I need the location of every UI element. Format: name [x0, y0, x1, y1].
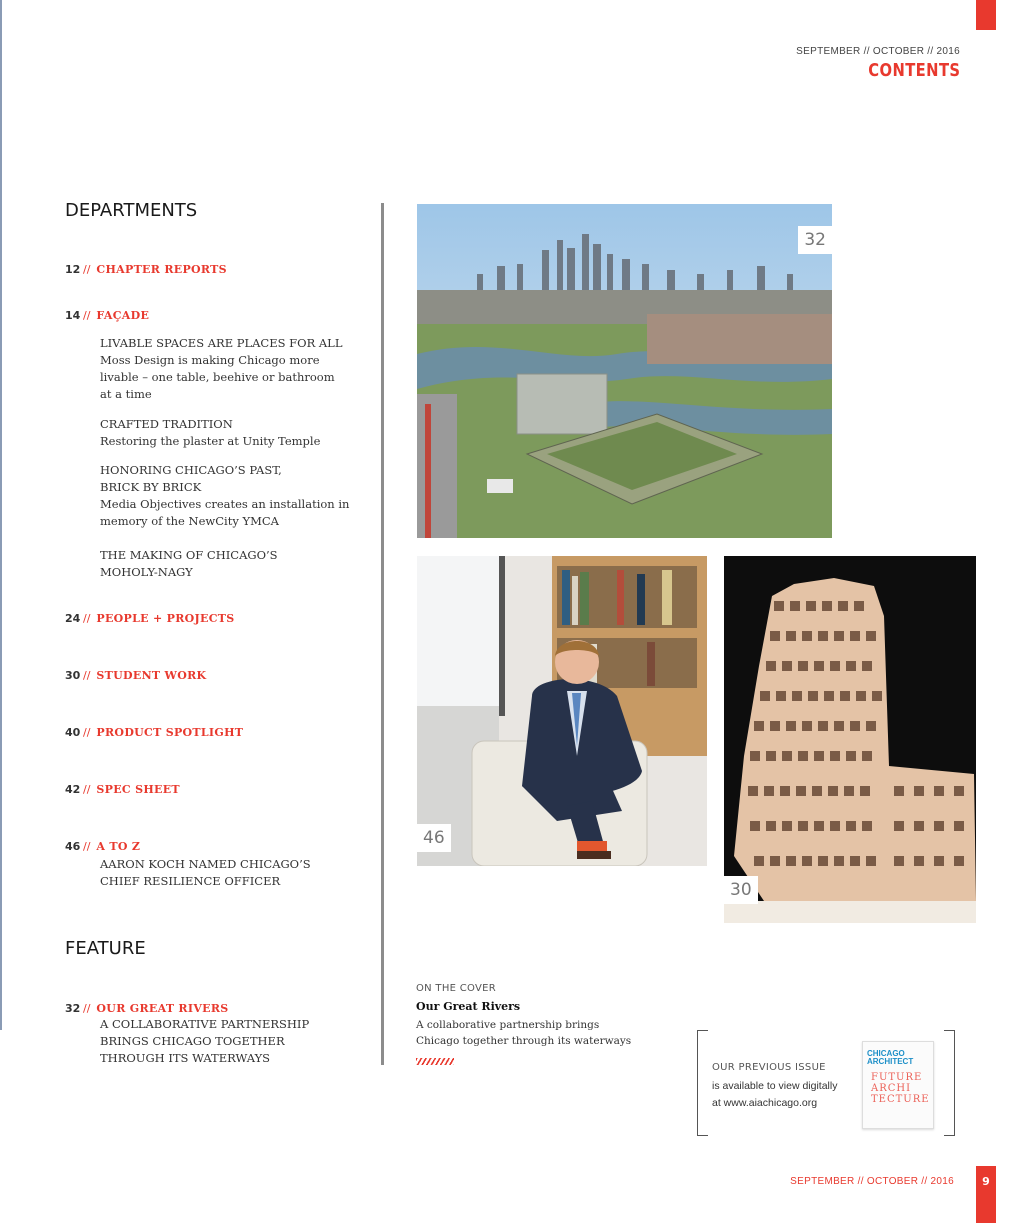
page-badge: 32: [798, 226, 832, 254]
portrait-illustration: [417, 556, 707, 866]
item-line: A COLLABORATIVE PARTNERSHIP: [100, 1017, 310, 1031]
page-badge: 46: [417, 824, 451, 852]
left-bracket: [697, 1030, 708, 1136]
previous-issue-label: OUR PREVIOUS ISSUE: [712, 1062, 826, 1073]
entry-title: OUR GREAT RIVERS: [96, 1002, 229, 1015]
item-line: CHIEF RESILIENCE OFFICER: [100, 874, 281, 888]
page-number: 46: [65, 840, 81, 853]
mini-title-line: CHICAGO: [867, 1049, 905, 1058]
page-number: 24: [65, 612, 81, 625]
item-line: BRINGS CHICAGO TOGETHER: [100, 1034, 285, 1048]
item-line: AARON KOCH NAMED CHICAGO’S: [100, 857, 311, 871]
toc-entry-our-great-rivers[interactable]: [65, 1002, 229, 1015]
page-number: 42: [65, 783, 81, 796]
separator: //: [83, 840, 91, 853]
page-badge: 30: [724, 876, 758, 904]
previous-issue-text[interactable]: [712, 1078, 837, 1112]
separator: //: [83, 309, 91, 322]
page-number: 30: [65, 669, 81, 682]
facade-item-livable-spaces[interactable]: [100, 335, 350, 403]
item-line: Moss Design is making Chicago more: [100, 353, 320, 367]
item-line: CRAFTED TRADITION: [100, 417, 233, 431]
mini-cover-title: [867, 1050, 913, 1066]
item-line: THE MAKING OF CHICAGO’S: [100, 548, 278, 562]
item-line: Media Objectives creates an installation in: [100, 497, 350, 511]
separator: //: [83, 726, 91, 739]
left-edge-line: [0, 0, 2, 1030]
item-line: BRICK BY BRICK: [100, 480, 202, 494]
mini-title-line: ARCHITECT: [867, 1057, 914, 1066]
atoz-subtitle[interactable]: [100, 856, 350, 890]
page-number: 9: [982, 1175, 990, 1188]
river-aerial-image[interactable]: [417, 204, 832, 538]
item-line: Restoring the plaster at Unity Temple: [100, 434, 321, 448]
mini-word: ARCHI: [871, 1083, 912, 1094]
separator: //: [83, 783, 91, 796]
item-line: livable – one table, beehive or bathroom: [100, 370, 335, 384]
portrait-image[interactable]: [417, 556, 707, 866]
entry-title: PEOPLE + PROJECTS: [96, 612, 235, 625]
mini-word: FUTURE: [871, 1072, 923, 1083]
mini-cover-words: [871, 1072, 930, 1105]
entry-title: A TO Z: [96, 840, 141, 853]
feature-subtitle: [100, 1016, 350, 1067]
cover-label: ON THE COVER: [416, 983, 497, 994]
separator: //: [83, 669, 91, 682]
previous-issue-cover-thumbnail[interactable]: [862, 1041, 934, 1129]
toc-entry-facade[interactable]: [65, 309, 149, 322]
item-line: at a time: [100, 387, 152, 401]
desc-line: Chicago together through its waterways: [416, 1035, 632, 1047]
feature-heading: FEATURE: [65, 938, 146, 959]
model-tower-illustration: [724, 556, 976, 923]
entry-title: CHAPTER REPORTS: [96, 263, 227, 276]
entry-title: SPEC SHEET: [96, 783, 180, 796]
text-line: at www.aiachicago.org: [712, 1097, 818, 1109]
text-line: is available to view digitally: [712, 1080, 838, 1092]
separator: //: [83, 612, 91, 625]
page-number: 14: [65, 309, 81, 322]
separator: //: [83, 1002, 91, 1015]
item-line: HONORING CHICAGO’S PAST,: [100, 463, 282, 477]
page-number: 32: [65, 1002, 81, 1015]
right-bracket: [944, 1030, 955, 1136]
page-title: CONTENTS: [867, 60, 960, 81]
facade-item-crafted-tradition[interactable]: [100, 416, 350, 450]
item-line: MOHOLY-NAGY: [100, 565, 193, 579]
separator: //: [83, 263, 91, 276]
entry-title: FAÇADE: [96, 309, 150, 322]
header-date: SEPTEMBER // OCTOBER // 2016: [796, 46, 960, 57]
top-red-tab: [976, 0, 996, 30]
item-line: THROUGH ITS WATERWAYS: [100, 1051, 271, 1065]
footer-date: SEPTEMBER // OCTOBER // 2016: [790, 1176, 954, 1187]
departments-heading: DEPARTMENTS: [65, 200, 198, 221]
cover-title: Our Great Rivers: [416, 1000, 521, 1013]
desc-line: A collaborative partnership brings: [416, 1019, 600, 1031]
facade-item-moholy-nagy[interactable]: [100, 547, 350, 581]
entry-title: STUDENT WORK: [96, 669, 207, 682]
column-divider: [381, 203, 384, 1065]
hatch-ornament: [416, 1058, 454, 1065]
cover-description: [416, 1017, 636, 1049]
toc-entry-student-work[interactable]: [65, 669, 206, 682]
facade-item-honoring-chicago[interactable]: [100, 462, 350, 530]
model-tower-image[interactable]: [724, 556, 976, 923]
river-aerial-illustration: [417, 204, 832, 538]
toc-entry-spec-sheet[interactable]: [65, 783, 180, 796]
page-number: 40: [65, 726, 81, 739]
toc-entry-chapter-reports[interactable]: [65, 263, 227, 276]
toc-entry-a-to-z[interactable]: [65, 840, 140, 853]
item-line: memory of the NewCity YMCA: [100, 514, 279, 528]
mini-word: TECTURE: [871, 1094, 930, 1105]
toc-entry-product-spotlight[interactable]: [65, 726, 243, 739]
page-number-tab: [976, 1166, 996, 1223]
entry-title: PRODUCT SPOTLIGHT: [96, 726, 244, 739]
toc-entry-people-projects[interactable]: [65, 612, 235, 625]
page-number: 12: [65, 263, 81, 276]
item-line: LIVABLE SPACES ARE PLACES FOR ALL: [100, 336, 343, 350]
